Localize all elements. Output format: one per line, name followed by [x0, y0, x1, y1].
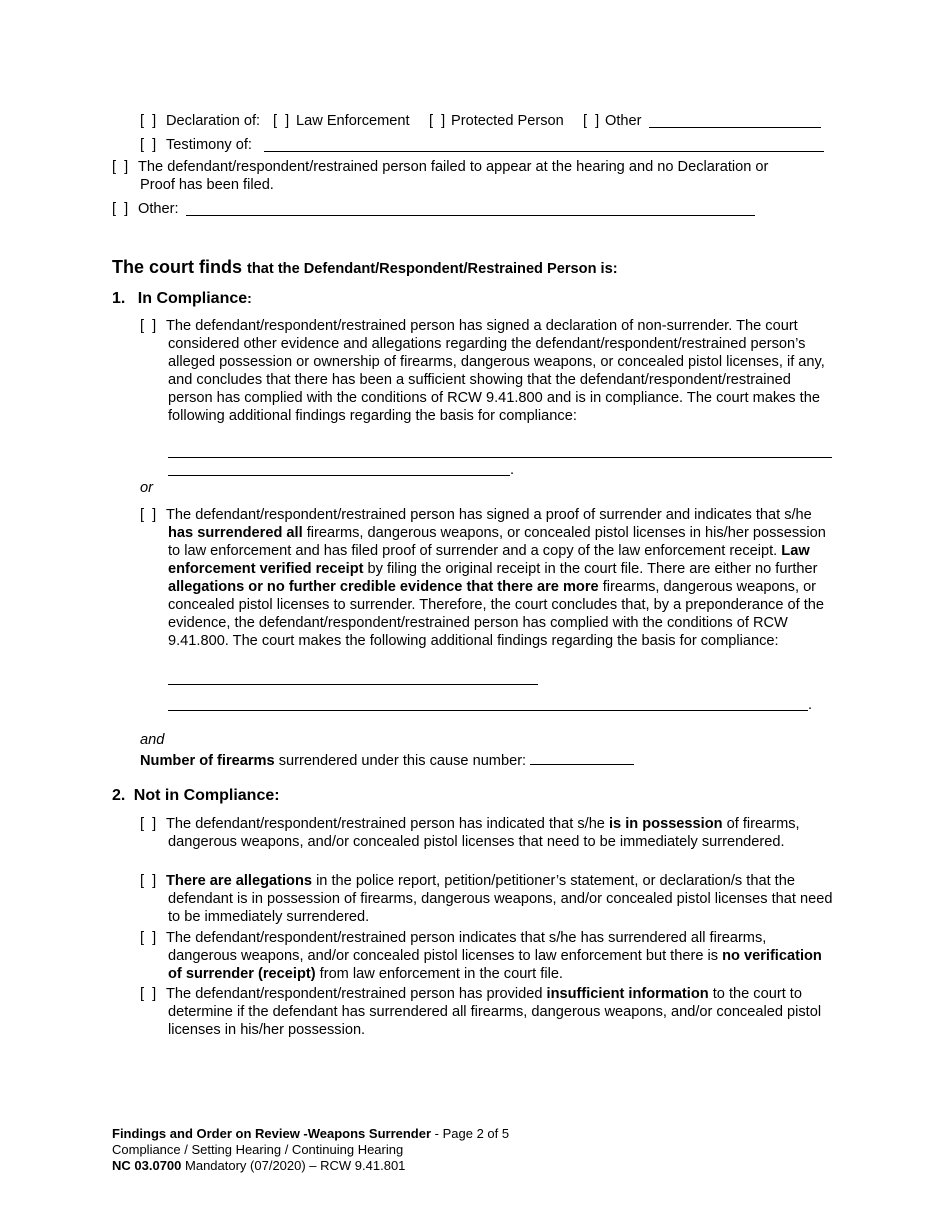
option-b-part4: firearms, dangerous weapons, or concealed pistol licenses to surrender. Therefore, the court concludes that, by a preponderance of the evidence, the defendant/respondent/restrained person has complied with the conditions of RCW 9.41.800. The court makes the following additional findings regarding the basis for compliance:	[168, 579, 825, 649]
footer	[112, 1126, 712, 1174]
other-row-checkbox[interactable]: [ ]	[112, 201, 129, 217]
footer-page: - Page 2 of 5	[434, 1126, 510, 1141]
firearms-count-blank[interactable]	[530, 750, 634, 765]
other-label: Other	[605, 113, 642, 129]
firearms-count-label: surrendered under this cause number:	[278, 753, 527, 769]
item4-bold: insufficient information	[546, 986, 709, 1002]
item3-checkbox[interactable]: [ ]	[140, 930, 157, 946]
declaration-label: Declaration of:	[166, 113, 261, 129]
footer-line3	[112, 1158, 712, 1174]
firearms-count-row	[140, 750, 680, 770]
law-enforcement-label: Law Enforcement	[296, 113, 410, 129]
item2-bold: There are allegations	[166, 873, 312, 889]
option-b-checkbox[interactable]: [ ]	[140, 507, 157, 523]
law-enforcement-checkbox[interactable]: [ ]	[273, 113, 290, 129]
footer-form-number: NC 03.0700	[112, 1158, 182, 1173]
item4-part1: The defendant/respondent/restrained person has provided	[166, 986, 543, 1002]
option-a-checkbox[interactable]: [ ]	[140, 318, 157, 334]
section2-number: 2.	[112, 787, 126, 804]
item1-part2: of firearms, dangerous weapons, and/or concealed pistol licenses that need to be immediately surrendered.	[168, 816, 800, 850]
footer-title: Findings and Order on Review -Weapons Surrender	[112, 1126, 432, 1141]
item2-checkbox[interactable]: [ ]	[140, 873, 157, 889]
section1-colon: :	[247, 290, 252, 306]
item1-part1: The defendant/respondent/restrained person has indicated that s/he	[166, 816, 605, 832]
option-a-blank-2[interactable]	[168, 475, 510, 476]
other-blank[interactable]	[649, 127, 821, 128]
section1-heading	[112, 289, 252, 308]
testimony-blank[interactable]	[264, 151, 824, 152]
court-finds-heading	[112, 258, 618, 278]
failed-to-appear-text: The defendant/respondent/restrained person failed to appear at the hearing and no Declaration or	[138, 159, 769, 175]
other-checkbox[interactable]: [ ]	[583, 113, 600, 129]
court-finds-lead: The court finds	[112, 257, 242, 277]
footer-line1	[112, 1126, 712, 1142]
item4-checkbox[interactable]: [ ]	[140, 986, 157, 1002]
testimony-label: Testimony of:	[166, 137, 252, 153]
option-b-part1: The defendant/respondent/restrained person has signed a proof of surrender and indicates that s/he	[166, 507, 812, 523]
item4-text	[140, 985, 832, 1039]
item3-part1: The defendant/respondent/restrained person indicates that s/he has surrendered all firearms, dangerous weapons, and/or concealed pistol licenses to law enforcement but there is	[166, 930, 767, 964]
item1-bold: is in possession	[609, 816, 723, 832]
option-b-bold1: has surrendered all	[168, 525, 303, 541]
item1-text	[140, 815, 832, 851]
failed-to-appear-checkbox[interactable]: [ ]	[112, 159, 129, 175]
declaration-checkbox[interactable]: [ ]	[140, 113, 157, 129]
option-b-part3: by filing the original receipt in the court file. There are either no further	[367, 561, 818, 577]
option-b-bold2: Law enforcement verified receipt	[168, 543, 810, 577]
and-label: and	[140, 732, 165, 748]
protected-person-label: Protected Person	[451, 113, 564, 129]
option-a-period: .	[510, 462, 515, 478]
protected-person-checkbox[interactable]: [ ]	[429, 113, 446, 129]
court-finds-rest: that the Defendant/Respondent/Restrained Person is:	[247, 261, 618, 277]
other-row-label: Other:	[138, 201, 179, 217]
option-b-text	[140, 506, 832, 650]
section1-title: In Compliance	[137, 290, 248, 307]
firearms-count-label-bold: Number of firearms	[140, 753, 275, 769]
section2-heading	[112, 787, 280, 805]
failed-to-appear-text-cont: Proof has been filed.	[140, 177, 274, 193]
other-row-blank[interactable]	[186, 215, 755, 216]
footer-mandatory: Mandatory (07/2020) – RCW 9.41.801	[185, 1158, 406, 1173]
footer-line2: Compliance / Setting Hearing / Continuing Hearing	[112, 1142, 404, 1157]
option-a-body: The defendant/respondent/restrained person has signed a declaration of non-surrender. The court considered other evidence and allegations regarding the defendant/respondent/restrained person’s alleged possession or ownership of firearms, dangerous weapons, or concealed pistol licenses, if any, and concludes that there has been a sufficient showing that the defendant/respondent/restrained person has complied with the conditions of RCW 9.41.800 and is in compliance. The court makes the following additional findings regarding the basis for compliance:	[166, 318, 825, 424]
item3-part2: from law enforcement in the court file.	[319, 966, 563, 982]
option-b-part2: firearms, dangerous weapons, or concealed pistol licenses in his/her possession to law enforcement and has filed proof of surrender and a copy of the law enforcement receipt.	[168, 525, 826, 559]
item4-part2: to the court to determine if the defendant has surrendered all firearms, dangerous weapons, and/or concealed pistol licenses in his/her possession.	[168, 986, 822, 1038]
option-b-blank-1[interactable]	[168, 684, 538, 685]
option-a-blank-1[interactable]	[168, 457, 832, 458]
or-label: or	[140, 480, 153, 496]
option-b-bold3: allegations or no further credible evidence that there are more	[168, 579, 599, 595]
option-a-text	[140, 317, 832, 425]
testimony-checkbox[interactable]: [ ]	[140, 137, 157, 153]
item3-bold: no verification of surrender (receipt)	[168, 948, 822, 982]
option-b-period: .	[808, 697, 813, 713]
item2-part1: in the police report, petition/petitioner’s statement, or declaration/s that the defendant is in possession of firearms, dangerous weapons, and/or concealed pistol licenses that need to be immediately surrendered.	[168, 873, 833, 925]
item2-text	[140, 872, 840, 926]
item1-checkbox[interactable]: [ ]	[140, 816, 157, 832]
option-b-blank-2[interactable]	[168, 710, 808, 711]
item3-text	[140, 929, 832, 983]
section1-number: 1.	[112, 290, 126, 307]
section2-title: Not in Compliance:	[133, 787, 280, 804]
